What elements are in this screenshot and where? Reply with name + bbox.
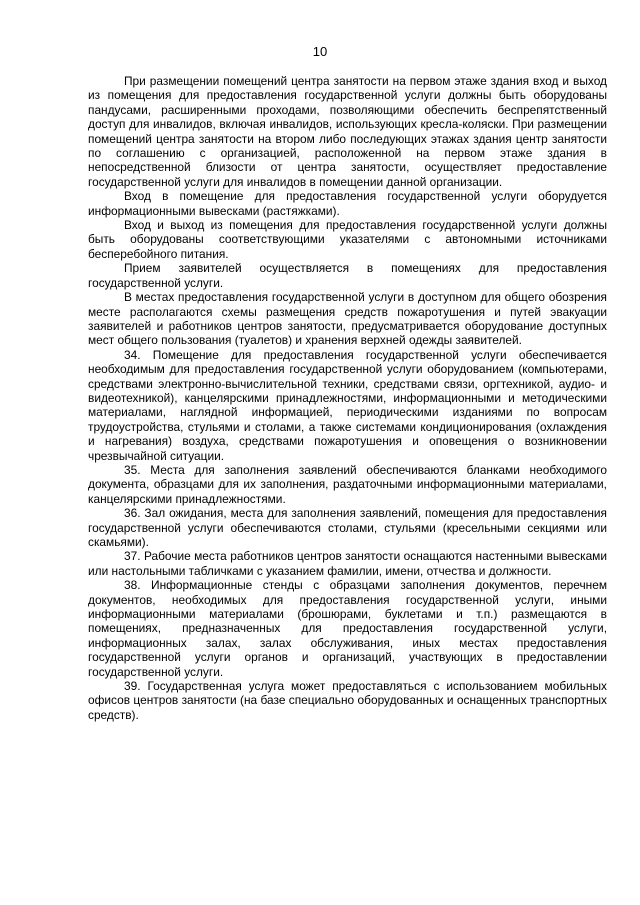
paragraph-37-workplaces: 37. Рабочие места работников центров занятости оснащаются настенными вывесками или настольными табличками с указанием фамилии, имени, отчества и должности.	[88, 549, 607, 578]
paragraph-38-info-stands: 38. Информационные стенды с образцами заполнения документов, перечнем документов, необходимых для предоставления государственной услуги, иными информационными материалами (брошюрами, буклетами и т.п.) размещаются в помещениях, предназначенных для предоставления государственной услуги, информационных залах, залах обслуживания, иных местах предоставления государственной услуги органов и организаций, участвующих в предоставлении государственной услуги.	[88, 578, 607, 679]
paragraph-reception: Прием заявителей осуществляется в помещениях для предоставления государственной услуги.	[88, 261, 607, 290]
page-number: 10	[312, 44, 328, 59]
paragraph-wheelchair-access: При размещении помещений центра занятости на первом этаже здания вход и выход из помещения для предоставления государственной услуги должны быть оборудованы пандусами, расширенными проходами, позволяющими обеспечить беспрепятственный доступ для инвалидов, включая инвалидов, использующих кресла-коляски. При размещении помещений центра занятости на втором либо последующих этажах здания центр занятости по соглашению с организацией, расположенной на первом этаже здания в непосредственной близости от центра занятости, осуществляет предоставление государственной услуги для инвалидов в помещении данной организации.	[88, 74, 607, 189]
paragraph-entrance-pointers: Вход и выход из помещения для предоставления государственной услуги должны быть оборудованы соответствующими указателями с автономными источниками бесперебойного питания.	[88, 218, 607, 261]
paragraph-entrance-signs: Вход в помещение для предоставления государственной услуги оборудуется информационными вывесками (растяжками).	[88, 189, 607, 218]
paragraph-36-waiting-hall: 36. Зал ожидания, места для заполнения заявлений, помещения для предоставления государственной услуги обеспечиваются столами, стульями (кресельными секциями или скамьями).	[88, 506, 607, 549]
paragraph-35-application-places: 35. Места для заполнения заявлений обеспечиваются бланками необходимого документа, образцами для их заполнения, раздаточными информационными материалами, канцелярскими принадлежностями.	[88, 462, 607, 506]
paragraph-39-mobile-offices: 39. Государственная услуга может предоставляться с использованием мобильных офисов центров занятости (на базе специально оборудованных и оснащенных транспортных средств).	[88, 679, 607, 722]
paragraph-evacuation-schemes: В местах предоставления государственной услуги в доступном для общего обозрения месте располагаются схемы размещения средств пожаротушения и путей эвакуации заявителей и работников центров занятости, предусматривается оборудование доступных мест общего пользования (туалетов) и хранения верхней одежды заявителей.	[88, 290, 607, 348]
paragraph-34-equipment: 34. Помещение для предоставления государственной услуги обеспечивается необходимым для предоставления государственной услуги оборудованием (компьютерами, средствами электронно-вычислительной техники, средствами связи, оргтехникой, аудио- и видеотехникой), канцелярскими принадлежностями, информационными и методическими материалами, наглядной информацией, периодическими изданиями по вопросам трудоустройства, стульями и столами, а также системами кондиционирования (охлаждения и нагревания) воздуха, средствами пожаротушения и оповещения о возникновении чрезвычайной ситуации.	[88, 347, 607, 463]
document-body	[88, 74, 607, 722]
